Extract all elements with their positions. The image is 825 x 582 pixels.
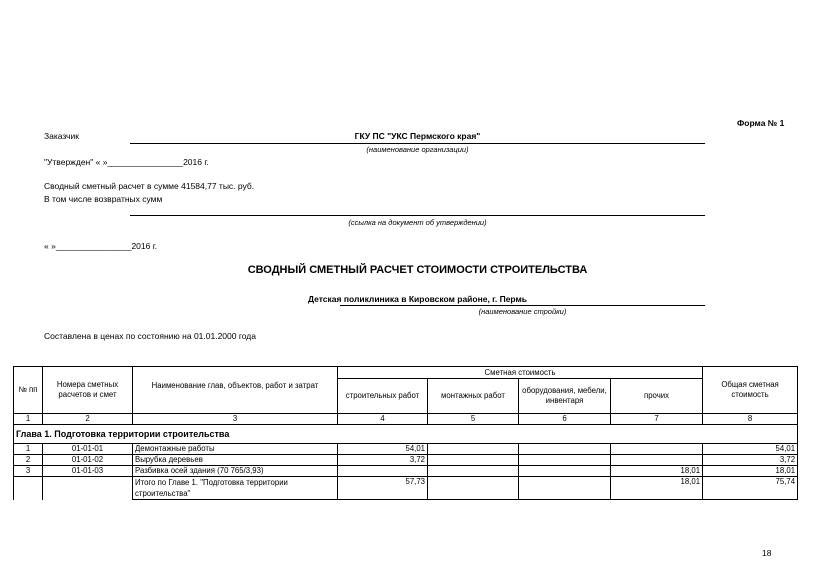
reference-underline <box>130 215 705 216</box>
row-installation <box>428 466 519 477</box>
row-installation <box>428 455 519 466</box>
col-number: 7 <box>611 414 703 425</box>
row-construction <box>338 466 428 477</box>
row-equipment <box>519 444 611 455</box>
header-installation: монтажных работ <box>428 379 519 414</box>
row-total: 54,01 <box>703 444 798 455</box>
row-installation <box>428 444 519 455</box>
organization-underline <box>130 143 705 144</box>
col-number: 3 <box>133 414 338 425</box>
sum-line: Сводный сметный расчет в сумме 41584,77 тыс. руб. <box>44 181 255 191</box>
row-total: 18,01 <box>703 466 798 477</box>
date-line: « »________________2016 г. <box>44 241 158 251</box>
subtotal-total: 75,74 <box>703 477 798 500</box>
row-equipment <box>519 455 611 466</box>
customer-label: Заказчик <box>44 131 79 141</box>
project-caption: (наименование стройки) <box>478 307 567 316</box>
row-num: 3 <box>14 466 43 477</box>
subtotal-installation <box>428 477 519 500</box>
row-name: Вырубка деревьев <box>133 455 338 466</box>
row-other: 18,01 <box>611 466 703 477</box>
row-other <box>611 455 703 466</box>
subtotal-num <box>14 477 43 500</box>
returnable-line: В том числе возвратных сумм <box>44 194 163 204</box>
row-code: 01-01-03 <box>43 466 133 477</box>
row-code: 01-01-01 <box>43 444 133 455</box>
header-total: Общая сметная стоимость <box>703 367 798 414</box>
approved-line: "Утвержден" « »________________2016 г. <box>44 157 209 167</box>
subtotal-construction: 57,73 <box>338 477 428 500</box>
header-equipment: оборудования, мебели, инвентаря <box>519 379 611 414</box>
row-total: 3,72 <box>703 455 798 466</box>
col-number: 6 <box>519 414 611 425</box>
col-number: 1 <box>14 414 43 425</box>
row-num: 1 <box>14 444 43 455</box>
subtotal-other: 18,01 <box>611 477 703 500</box>
prices-line: Составлена в ценах по состоянию на 01.01.2000 года <box>44 331 256 341</box>
header-num: № пп <box>14 367 43 414</box>
row-other <box>611 444 703 455</box>
row-construction: 54,01 <box>338 444 428 455</box>
form-label: Форма № 1 <box>737 118 785 128</box>
row-equipment <box>519 466 611 477</box>
organization-caption: (наименование организации) <box>366 145 469 154</box>
project-underline <box>340 305 705 306</box>
project-name: Детская поликлиника в Кировском районе, г. Пермь <box>307 294 528 304</box>
header-name: Наименование глав, объектов, работ и затрат <box>133 367 338 414</box>
document-title: СВОДНЫЙ СМЕТНЫЙ РАСЧЕТ СТОИМОСТИ СТРОИТЕЛЬСТВА <box>247 264 588 276</box>
estimate-table <box>13 366 798 500</box>
row-num: 2 <box>14 455 43 466</box>
header-other: прочих <box>611 379 703 414</box>
row-name: Разбивка осей здания (70 765/3,93) <box>133 466 338 477</box>
col-number: 2 <box>43 414 133 425</box>
subtotal-name: Итого по Главе 1. "Подготовка территории строительства" <box>133 477 338 500</box>
reference-caption: (ссылка на документ об утверждении) <box>348 218 487 227</box>
customer-organization: ГКУ ПС "УКС Пермского края" <box>354 131 481 141</box>
table-row <box>14 466 798 477</box>
row-code: 01-01-02 <box>43 455 133 466</box>
table-row <box>14 444 798 455</box>
subtotal-code <box>43 477 133 500</box>
header-construction: строительных работ <box>338 379 428 414</box>
col-number: 5 <box>428 414 519 425</box>
col-number: 8 <box>703 414 798 425</box>
row-name: Демонтажные работы <box>133 444 338 455</box>
subtotal-row <box>14 477 798 500</box>
subtotal-equipment <box>519 477 611 500</box>
header-estimated-cost: Сметная стоимость <box>338 367 703 379</box>
col-number: 4 <box>338 414 428 425</box>
header-codes: Номера сметных расчетов и смет <box>43 367 133 414</box>
table-row <box>14 455 798 466</box>
page-number: 18 <box>762 548 772 558</box>
row-construction: 3,72 <box>338 455 428 466</box>
chapter-heading: Глава 1. Подготовка территории строительства <box>14 425 798 444</box>
